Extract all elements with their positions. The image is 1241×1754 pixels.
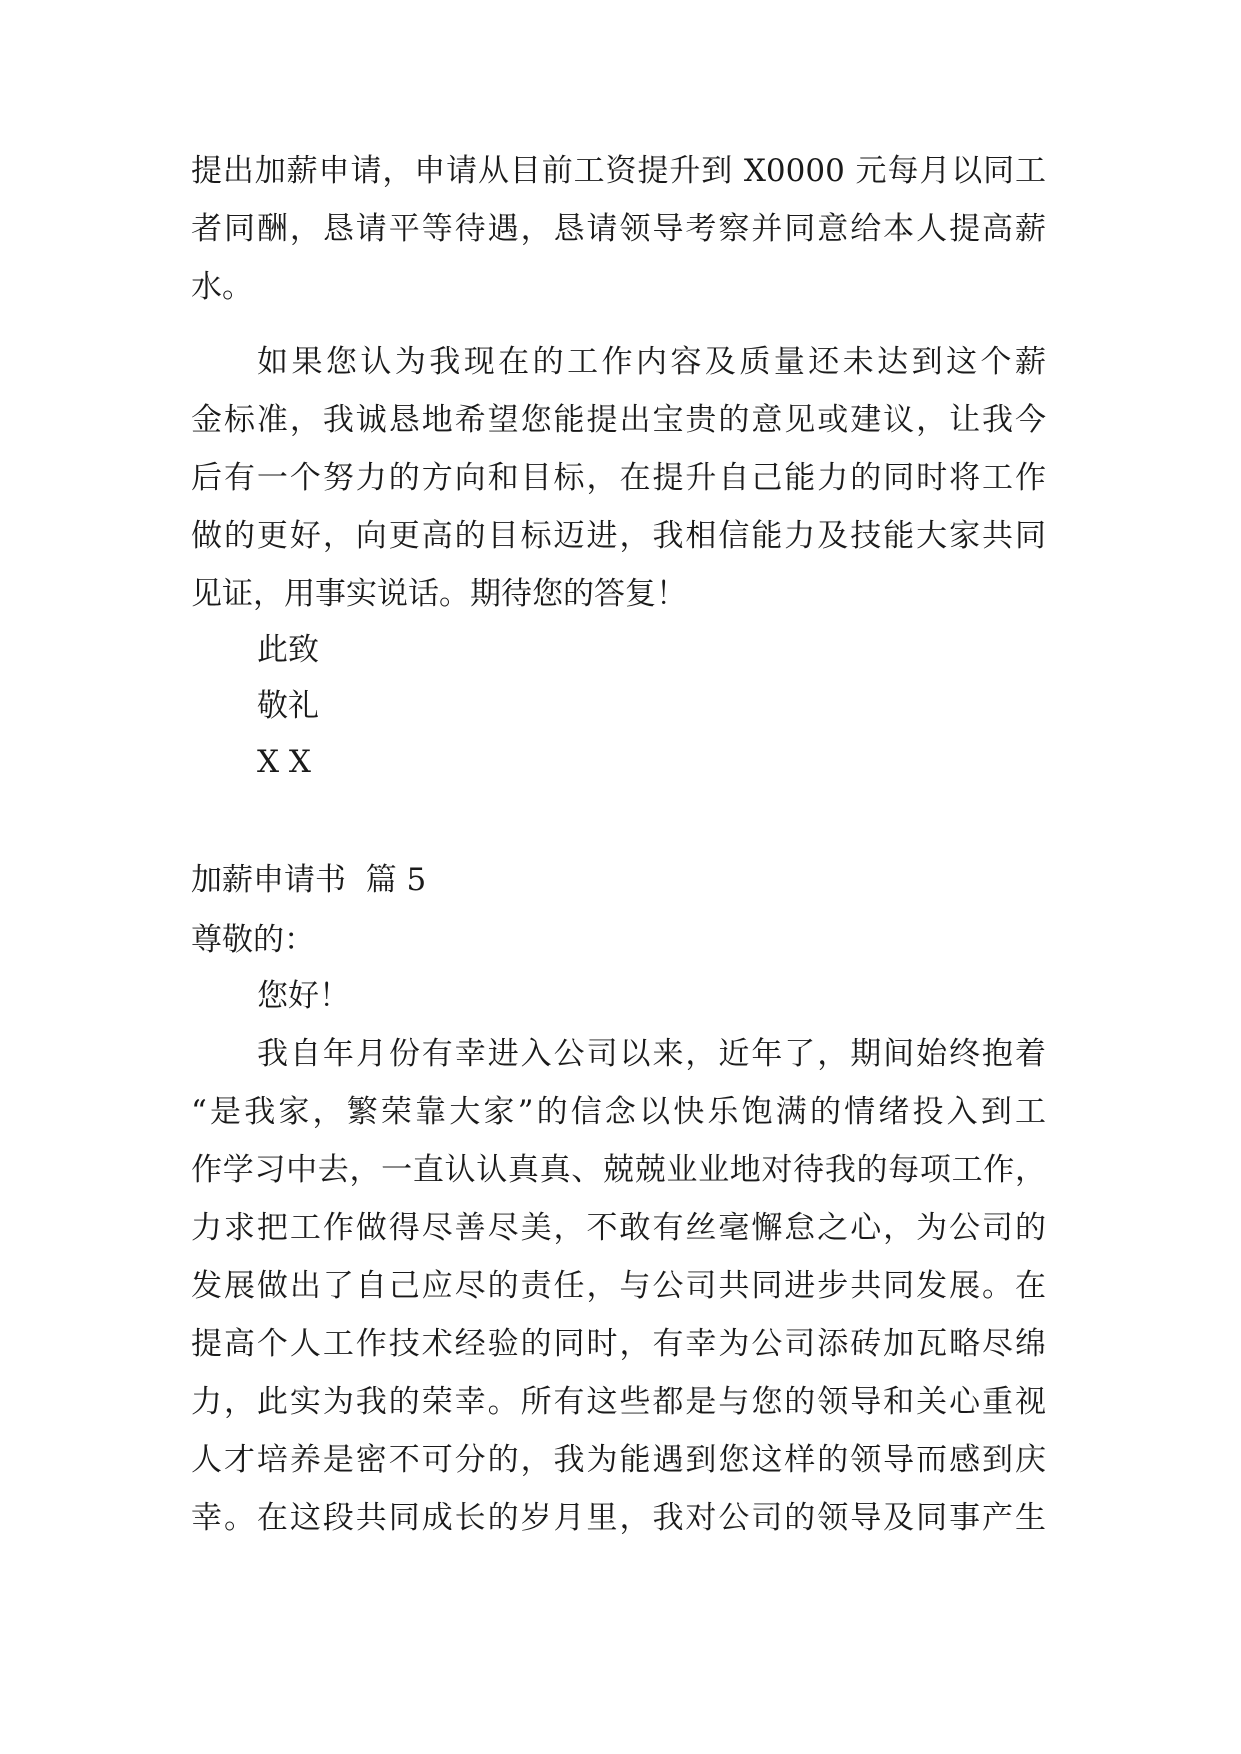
paragraph-line: 人才培养是密不可分的，我为能遇到您这样的领导而感到庆: [191, 1442, 1046, 1478]
paragraph-line: 幸。在这段共同成长的岁月里，我对公司的领导及同事产生: [191, 1500, 1046, 1536]
paragraph-line: 我自年月份有幸进入公司以来，近年了，期间始终抱着: [257, 1036, 1046, 1072]
paragraph-line: 作学习中去，一直认认真真、兢兢业业地对待我的每项工作，: [191, 1152, 1046, 1188]
paragraph-line: 如果您认为我现在的工作内容及质量还未达到这个薪: [257, 344, 1046, 380]
signature: X X: [257, 744, 311, 780]
paragraph-line: 发展做出了自己应尽的责任，与公司共同进步共同发展。在: [191, 1268, 1046, 1304]
paragraph-line: 提出加薪申请，申请从目前工资提升到 X0000 元每月以同工: [191, 153, 1046, 189]
paragraph-line: 力求把工作做得尽善尽美，不敢有丝毫懈怠之心，为公司的: [191, 1210, 1046, 1246]
paragraph-line: 者同酬，恳请平等待遇，恳请领导考察并同意给本人提高薪: [191, 211, 1046, 247]
paragraph-line: 力，此实为我的荣幸。所有这些都是与您的领导和关心重视: [191, 1384, 1046, 1420]
paragraph-line: 做的更好，向更高的目标迈进，我相信能力及技能大家共同: [191, 518, 1046, 554]
paragraph-line: 见证，用事实说话。期待您的答复！: [191, 576, 687, 612]
paragraph-line: 水。: [191, 269, 253, 305]
paragraph-line: 提高个人工作技术经验的同时，有幸为公司添砖加瓦略尽绵: [191, 1326, 1046, 1362]
closing-phrase: 此致: [257, 632, 319, 668]
greeting: 您好！: [257, 978, 350, 1014]
paragraph-line: 金标准，我诚恳地希望您能提出宝贵的意见或建议，让我今: [191, 402, 1046, 438]
paragraph-line: 后有一个努力的方向和目标，在提升自己能力的同时将工作: [191, 460, 1046, 496]
section-heading: 加薪申请书 篇 5: [191, 862, 427, 898]
paragraph-line: “是我家，繁荣靠大家”的信念以快乐饱满的情绪投入到工: [191, 1094, 1046, 1130]
closing-regards: 敬礼: [257, 688, 319, 724]
salutation: 尊敬的：: [191, 922, 315, 958]
